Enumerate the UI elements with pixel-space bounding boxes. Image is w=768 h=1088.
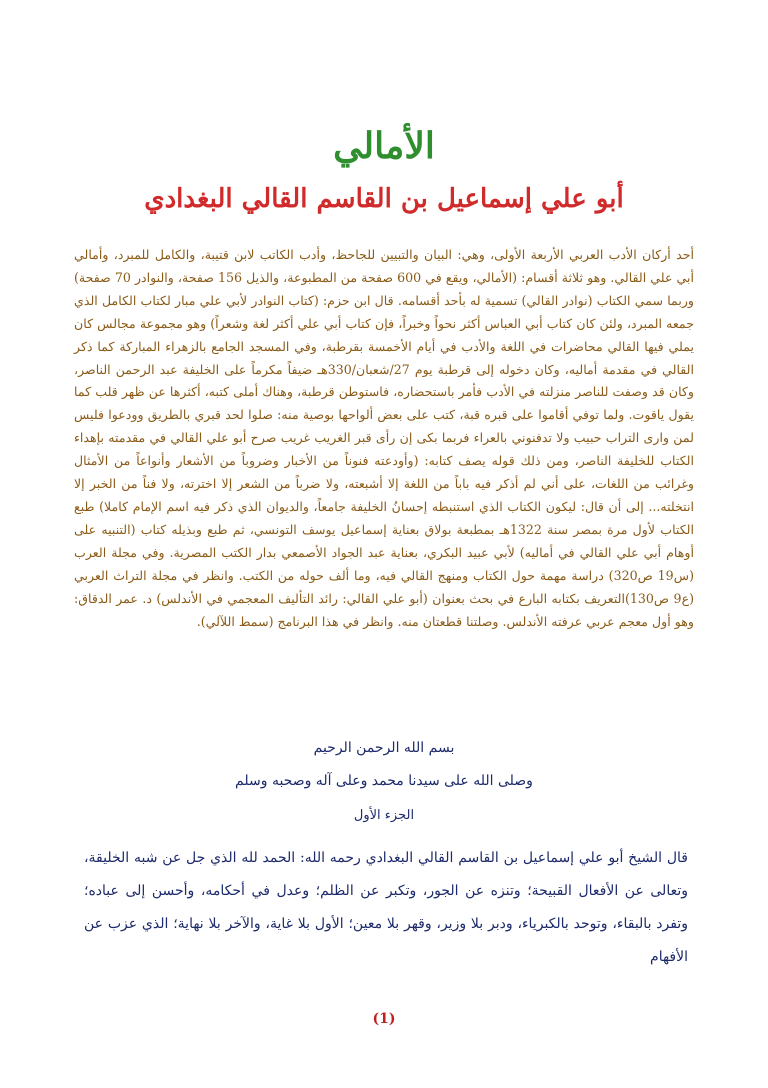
page-number: (1) [372, 1011, 396, 1027]
body-paragraph: قال الشيخ أبو علي إسماعيل بن القاسم القالي البغدادي رحمه الله: الحمد لله الذي جل عن شبه الخليقة، وتعالى عن الأفعال القبيحة؛ وتنزه عن الجور، وتكبر عن الظلم؛ وعدل في أحكامه، وأحسن إلى عباده؛ وتفرد بالبقاء، وتوحد بالكبرياء، ودبر بلا وزير، وقهر بلا معين؛ الأول بلا غاية، والآخر بلا نهاية؛ الذي عزب عن الأفهام [84, 850, 689, 965]
salutation-line: وصلى الله على سيدنا محمد وعلى آله وصحبه وسلم [235, 773, 533, 789]
book-title: الأمالي [333, 125, 435, 168]
author-name: أبو علي إسماعيل بن القاسم القالي البغدادي [144, 183, 624, 214]
introduction-paragraph: أحد أركان الأدب العربي الأربعة الأولى، وهي: البيان والتبيين للجاحظ، وأدب الكاتب لابن قتيبة، والكامل للمبرد، وأمالي أبي علي القالي. وهو ثلاثة أقسام: (الأمالي، ويقع في 600 صفحة من المطبوعة، والذيل 156 صفحة، والنوادر 70 صفحة) وربما سمي الكتاب (نوادر القالي) تسمية له بأحد أقسامه. قال ابن حزم: (كتاب النوادر لأبي علي مبار لكتاب الكامل الذي جمعه المبرد، ولئن كان كتاب أبي العباس أكثر نحواً وخبراً، فإن كتاب أبي علي أكثر لغة وشعراً) وهو مجموعة مجالس كان يملي فيها القالي محاضرات في اللغة والأدب في أيام الأخمسة بقرطبة، وفي المسجد الجامع بالزهراء المباركة كما ذكر القالي في مقدمة أماليه، وكان دخوله إلى قرطبة يوم 27/شعبان/330هـ ضيفاً مكرماً على الخليفة عبد الرحمن الناصر، وكان قد وصفت للناصر منزلته في الأدب فأمر باستحضاره، فاستوطن قرطبة، وهناك أملى كتبه، أكثرها عن ظهر قلب كما يقول ياقوت. ولما توفي أقاموا على قبره قبة، كتب على بعض ألواحها بوصية منه: صلوا لحد قبري بالطريق وودعوا فليس لمن وارى التراب حبيب ولا تدفنوني بالعراء فربما بكى إن رأى قبر الغريب غريب صرح أبو علي القالي في مقدمته بإهداء الكتاب للخليفة الناصر، ومن ذلك قوله يصف كتابه: (وأودعته فنوناً من الأخبار وضروباً من الأشعار وأنواعاً من الأمثال وغرائب من اللغات، على أني لم أذكر فيه باباً من اللغة إلا أشبعته، ولا ضرباً من الشعر إلا اخترته، ولا فناً من الخبر إلا انتخلته... إلى أن قال: ليكون الكتاب الذي استنبطه إحسانُ الخليفة جامعاً، والديوان الذي ذكر فيه اسم الإمام كاملا) طبع الكتاب لأول مرة بمصر سنة 1322هـ بمطبعة بولاق بعناية إسماعيل يوسف التونسي، ثم طبع وبذيله كتاب (التنبيه على أوهام أبي علي القالي في أماليه) لأبي عبيد البكري، بعناية عبد الجواد الأصمعي بدار الكتب المصرية. وفي مجلة العرب (س19 ص320) دراسة مهمة حول الكتاب ومنهج القالي فيه، وما ألف حوله من الكتب. وانظر في مجلة التراث العربي (ع9 ص130)التعريف بكتابه البارع في بحث بعنوان (أبو علي القالي: رائد التأليف المعجمي في الأندلس) د. عمر الدقاق: وهو أول معجم عربي عرفته الأندلس. وصلتنا قطعتان منه. وانظر في هذا البرنامج (سمط اللآلي). [74, 247, 694, 629]
part-heading: الجزء الأول [353, 808, 415, 823]
basmala: بسم الله الرحمن الرحيم [313, 740, 455, 756]
